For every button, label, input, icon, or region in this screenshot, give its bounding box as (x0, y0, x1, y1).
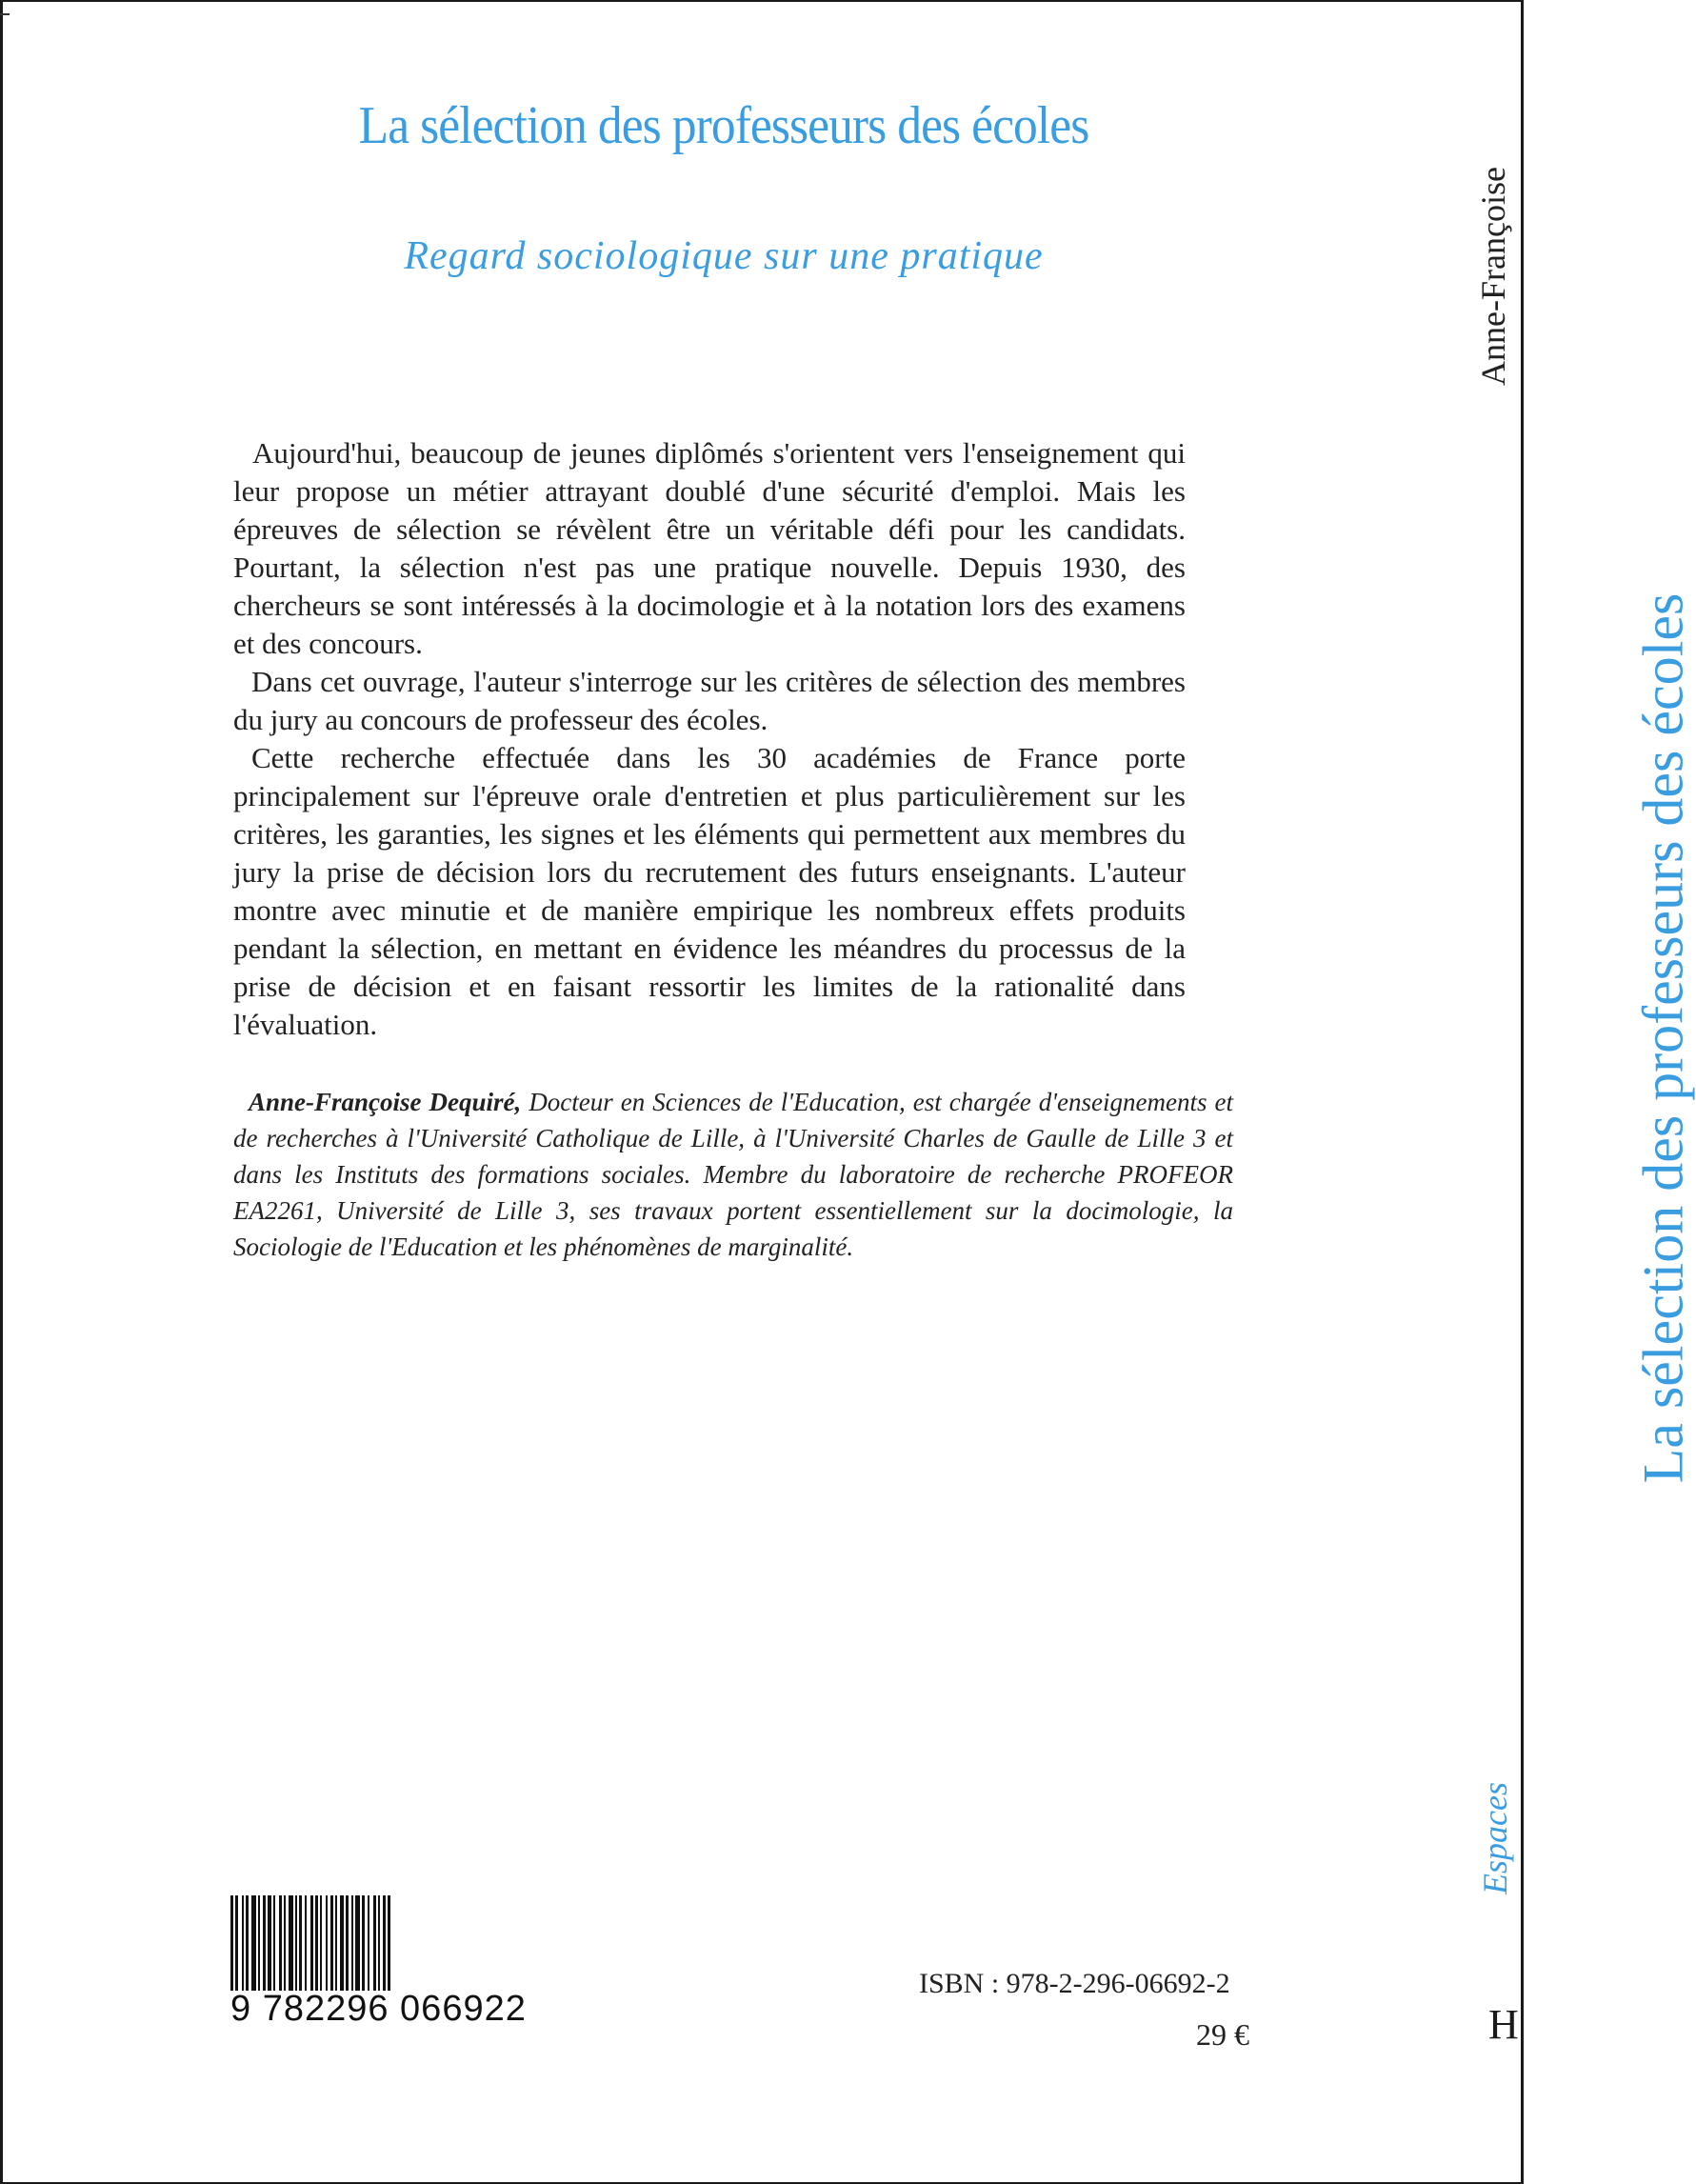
spine-title-text: La sélection des professeurs des écoles (1631, 592, 1695, 1484)
author-bio-text: Docteur en Sciences de l'Education, est chargée d'enseignements et de recherches à l'Université Catholique de Lille, à l'Université Charles de Gaulle de Lille 3 et dans les Instituts des formations sociales. Membre du laboratoire de recherche PROFEOR EA2261, Université de Lille 3, ses travaux portent essentiellement sur la docimologie, la Sociologie de l'Education et les phénomènes de marginalité. (233, 1088, 1233, 1261)
spine-author-text: Anne-Françoise (1474, 167, 1512, 386)
barcode-digits: 9 782296 066922 (230, 1989, 527, 2029)
isbn: ISBN : 978-2-296-06692-2 (919, 1968, 1230, 1999)
price: 29 € (1196, 2017, 1249, 2052)
book-title: La sélection des professeurs des écoles (358, 96, 1089, 155)
back-cover-summary (233, 434, 1186, 1044)
page-border-left (0, 0, 3, 2184)
barcode-bars-icon (230, 1895, 530, 1991)
author-bio (233, 1084, 1233, 1265)
spine-title (1486, 591, 1695, 1486)
page-border-top (0, 0, 1524, 2)
summary-paragraph: Cette recherche effectuée dans les 30 académies de France porte principalement sur l'épreuve orale d'entretien et plus particulièrement sur les critères, les garanties, les signes et les éléments qui permettent aux membres du jury la prise de décision lors du recrutement des futurs enseignants. L'auteur montre avec minutie et de manière empirique les nombreux effets produits pendant la sélection, en mettant en évidence les méandres du processus de la prise de décision et en faisant ressortir les limites de la rationalité dans l'évaluation. (233, 741, 1186, 1041)
spine-series (1476, 1767, 1514, 1910)
publisher-logo: H (1488, 2001, 1519, 2048)
barcode (230, 1895, 535, 2038)
author-bio-paragraph (233, 1084, 1233, 1265)
summary-paragraph: Aujourd'hui, beaucoup de jeunes diplômés s'orientent vers l'enseignement qui leur propose un métier attrayant doublé d'une sécurité d'emploi. Mais les épreuves de sélection se révèlent être un véritable défi pour les candidats. Pourtant, la sélection n'est pas une pratique nouvelle. Depuis 1930, des chercheurs se sont intéressés à la docimologie et à la notation lors des examens et des concours. (233, 436, 1186, 660)
spine-author (1474, 152, 1512, 400)
author-name: Anne-Françoise Dequiré, (249, 1088, 522, 1116)
summary-paragraph: Dans cet ouvrage, l'auteur s'interroge sur les critères de sélection des membres du jury au concours de professeur des écoles. (233, 665, 1186, 736)
crop-mark (0, 13, 10, 15)
book-subtitle: Regard sociologique sur une pratique (404, 234, 1044, 278)
spine-series-text: Espaces (1476, 1782, 1514, 1894)
